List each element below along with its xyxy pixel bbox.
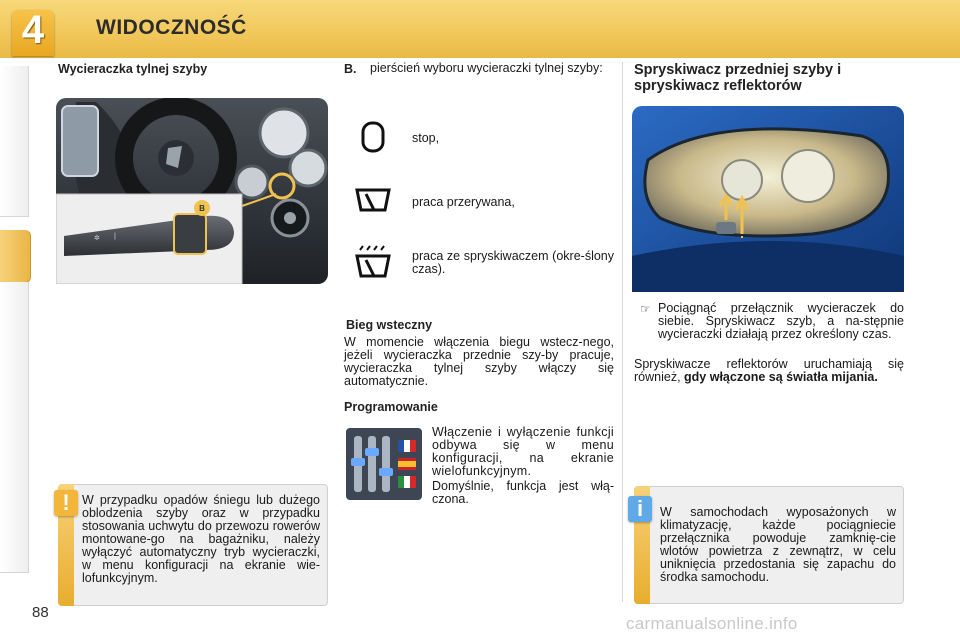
side-tab: [0, 532, 29, 573]
info-note-text: W samochodach wyposażonych w klimatyzację, każde pociągniecie przełącznika powoduje zamknię-cie wlotów powietrza z zewnątrz, w celu uniknięcia przedostania się zapachu do środka samochodu.: [660, 505, 896, 584]
mode-stop-label: stop,: [412, 131, 440, 145]
programming-heading: Programowanie: [344, 400, 438, 414]
chapter-title: WIDOCZNOŚĆ: [96, 16, 247, 39]
side-tab: [0, 116, 29, 167]
headlamp-washer-text-plain: Spryskiwacze reflektorów uruchamiają się również,: [634, 357, 904, 384]
ring-description: pierścień wyboru wycieraczki tylnej szyby:: [370, 61, 603, 75]
side-tab: [0, 282, 29, 333]
config-menu-icon: [346, 428, 422, 500]
side-tab: [0, 382, 29, 433]
side-tab: [0, 482, 29, 533]
headlamp-washer-text: [634, 358, 904, 384]
reverse-gear-heading: Bieg wsteczny: [346, 318, 433, 332]
ring-label: B.: [344, 62, 357, 76]
warning-icon: !: [54, 490, 78, 516]
stop-icon: [356, 120, 390, 154]
illustration-marker-b: B: [199, 204, 205, 213]
column-divider: [622, 62, 623, 602]
side-tab: [0, 332, 29, 383]
warning-note-text: W przypadku opadów śniegu lub dużego oblodzenia szyby oraz w przypadku stosowania uchwytu do przewozu rowerów montowane-go na bagażniku, należy wyłączyć automatyczny tryb wycieraczki, w menu konfiguracji na ekranie wie-lofunkcyjnym.: [82, 493, 320, 585]
programming-text-2: Domyślnie, funkcja jest włą-czona.: [432, 479, 614, 506]
programming-text-1: Włączenie i wyłączenie funkcji odbywa się w menu konfiguracji, na ekranie wielofunkcyjnym.: [432, 425, 614, 478]
headlamp-washer-illustration: [632, 106, 904, 292]
side-tab-active: [0, 230, 31, 283]
info-icon: i: [628, 496, 652, 522]
rear-wiper-heading: Wycieraczka tylnej szyby: [58, 62, 208, 76]
reverse-gear-text: W momencie włączenia biegu wstecz-nego, jeżeli wycieraczka przednie szy-by pracuje, wycieraczka tylnej szyby włączy się automatycznie.: [344, 335, 614, 388]
site-watermark: carmanualsonline.info: [626, 614, 798, 633]
side-tab: [0, 166, 29, 217]
mode-wash-label: praca ze spryskiwaczem (okre-ślony czas).: [412, 249, 614, 276]
headlamp-washer-text-bold: gdy włączone są światła mijania.: [684, 370, 878, 384]
svg-text:❘: ❘: [112, 233, 118, 240]
washer-instruction: Pociągnąć przełącznik wycieraczek do siebie. Spryskiwacz szyb, a na-stępnie wycieraczki działają przez określony czas.: [658, 301, 904, 341]
intermittent-wipe-icon: [354, 186, 392, 218]
chapter-number: 4: [21, 8, 45, 52]
washer-heading: Spryskiwacz przedniej szyby i spryskiwacz reflektorów: [634, 62, 842, 94]
page-number: 88: [32, 604, 49, 621]
side-tab: [0, 66, 29, 117]
rear-wiper-stalk-illustration: [56, 98, 328, 284]
mode-intermittent-label: praca przerywana,: [412, 195, 515, 209]
side-tab: [0, 432, 29, 483]
bullet-icon: ☞: [640, 302, 651, 316]
svg-text:✲: ✲: [94, 235, 100, 242]
wash-wipe-icon: [354, 244, 392, 284]
